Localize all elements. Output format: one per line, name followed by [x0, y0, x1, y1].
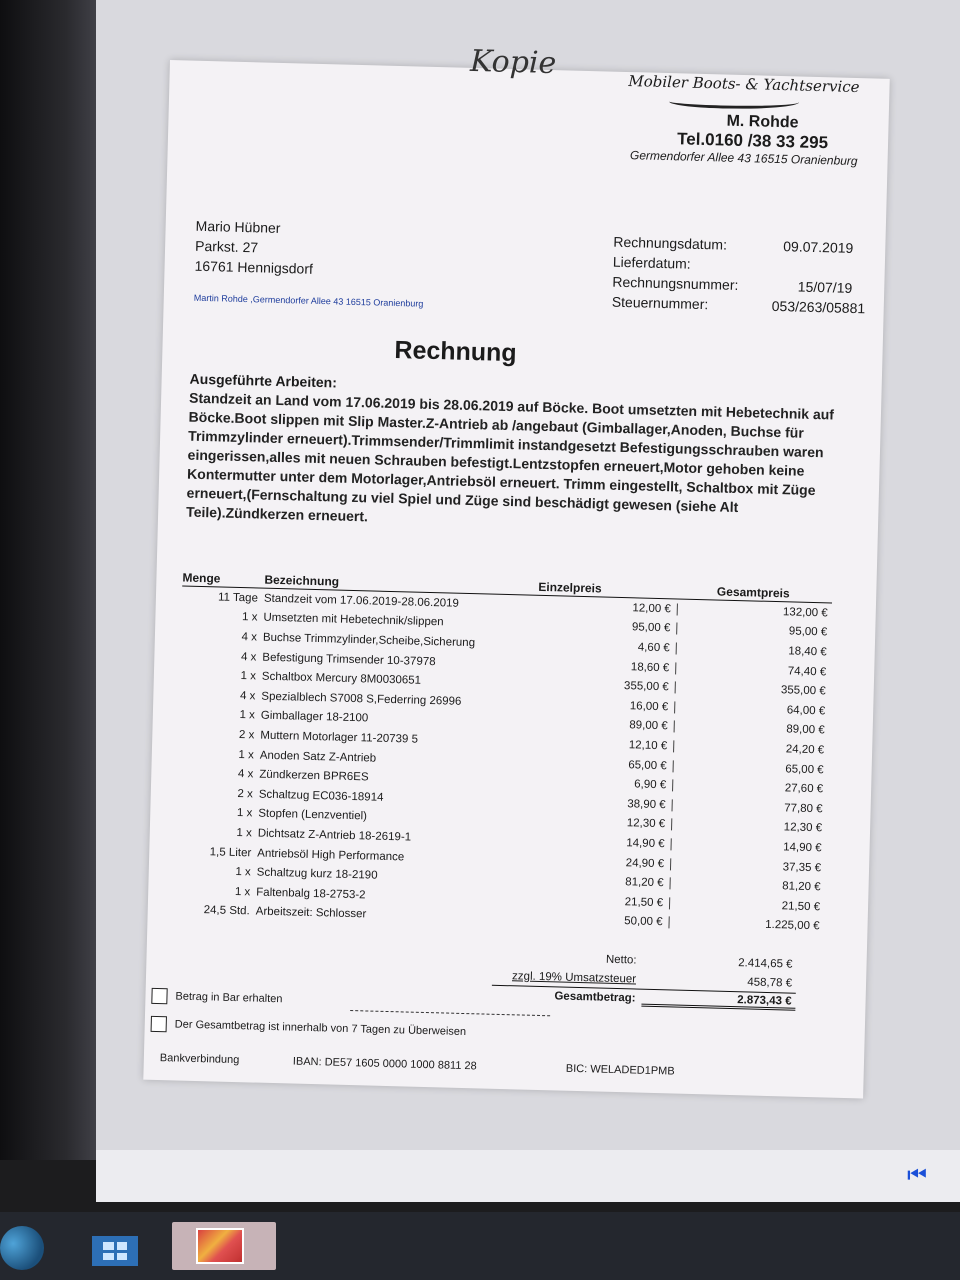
row-qty: 1 x	[236, 826, 252, 840]
recipient-street: Parkst. 27	[194, 237, 259, 256]
row-unit-price: 81,20 €	[521, 874, 671, 890]
line-items-table	[174, 571, 833, 937]
row-unit-price: 4,60 €	[527, 639, 677, 655]
delivery-date-value	[773, 256, 853, 278]
cash-received-checkbox[interactable]	[151, 988, 167, 1004]
row-total-price: 24,20 €	[785, 743, 825, 757]
first-page-icon[interactable]: ⏮	[907, 1162, 927, 1187]
row-total-price: 37,35 €	[782, 860, 822, 874]
boat-logo-icon	[669, 93, 799, 110]
invoice-number-label: Rechnungsnummer:	[612, 273, 739, 293]
row-qty: 1 x	[240, 670, 257, 683]
invoice-summary	[491, 947, 796, 1012]
row-qty: 1 x	[239, 709, 256, 722]
row-unit-price: 355,00 €	[526, 678, 676, 694]
signature-line	[350, 1010, 550, 1016]
cash-received-row	[161, 990, 282, 1005]
row-unit-price: 24,90 €	[521, 854, 671, 870]
bank-details	[160, 1052, 760, 1080]
invoice-date-value: 09.07.2019	[783, 238, 854, 256]
recipient-name: Mario Hübner	[195, 217, 281, 236]
row-unit-price: 38,90 €	[523, 795, 673, 811]
row-total-price: 27,60 €	[784, 782, 824, 796]
row-desc: Spezialblech S7008 S,Federring 26996	[261, 690, 462, 708]
row-total-price: 89,00 €	[786, 723, 825, 737]
row-total-price: 355,00 €	[780, 684, 826, 698]
row-unit-price: 50,00 €	[519, 913, 669, 929]
taskbar	[0, 1212, 960, 1280]
row-desc: Zündkerzen BPR6ES	[259, 768, 369, 784]
row-desc: Dichtsatz Z-Antrieb 18-2619-1	[257, 827, 412, 844]
row-unit-price: 89,00 €	[525, 717, 675, 733]
row-total-price: 21,50 €	[781, 900, 821, 914]
row-qty: 1,5 Liter	[209, 845, 252, 859]
recipient-address	[194, 216, 314, 279]
company-owner: M. Rohde	[726, 112, 799, 132]
header-desc: Bezeichnung	[264, 572, 340, 589]
vat-label: zzgl. 19% Umsatzsteuer	[511, 969, 637, 986]
row-desc: Schaltbox Mercury 8M0030651	[261, 670, 422, 687]
row-desc: Faltenbalg 18-2753-2	[256, 886, 366, 902]
row-qty: 1 x	[241, 611, 258, 624]
monitor-bezel	[0, 0, 110, 1160]
row-total-price: 64,00 €	[786, 704, 826, 718]
row-qty: 1 x	[238, 748, 254, 761]
row-unit-price: 21,50 €	[520, 893, 670, 909]
header-qty: Menge	[182, 570, 221, 586]
row-total-price: 81,20 €	[782, 880, 821, 894]
company-address: Germendorfer Allee 43 16515 Oranienburg	[629, 148, 858, 169]
invoice-date-label: Rechnungsdatum:	[613, 233, 728, 253]
bic-value: BIC: WELADED1PMB	[565, 1062, 675, 1078]
row-desc: Buchse Trimmzylinder,Scheibe,Sicherung	[262, 631, 476, 650]
row-unit-price: 14,90 €	[522, 834, 672, 850]
invoice-page	[143, 43, 889, 1098]
row-qty: 1 x	[235, 866, 251, 879]
row-unit-price: 6,90 €	[523, 776, 673, 792]
transfer-checkbox[interactable]	[151, 1016, 167, 1032]
total-label: Gesamtbetrag:	[554, 990, 636, 1005]
cash-received-label: Betrag in Bar erhalten	[175, 990, 283, 1006]
row-qty: 2 x	[237, 787, 253, 801]
viewer-toolbar	[96, 1150, 960, 1202]
row-qty: 4 x	[241, 631, 258, 644]
invoice-number-value: 15/07/19	[797, 278, 853, 296]
invoice-meta	[611, 232, 866, 318]
company-name: Mobiler Boots- & Yachtservice	[628, 72, 860, 97]
row-qty: 2 x	[238, 728, 255, 742]
net-label: Netto:	[605, 953, 637, 967]
sender-line: Martin Rohde ,Germendorfer Allee 43 16515 Oranienburg	[193, 292, 424, 309]
row-total-price: 1.225,00 €	[765, 919, 820, 933]
row-total-price: 95,00 €	[788, 625, 828, 639]
row-qty: 1 x	[236, 807, 253, 820]
table-body	[174, 587, 832, 937]
row-unit-price: 16,00 €	[525, 697, 675, 713]
row-unit-price: 12,10 €	[524, 736, 674, 752]
row-qty: 4 x	[240, 650, 257, 664]
row-total-price: 14,90 €	[783, 841, 822, 855]
page-title: Rechnung	[394, 335, 518, 368]
row-qty: 1 x	[234, 885, 251, 899]
row-desc: Befestigung Trimsender 10-37978	[262, 651, 436, 668]
row-desc: Anoden Satz Z-Antrieb	[259, 749, 377, 765]
delivery-date-label: Lieferdatum:	[612, 253, 691, 272]
taskbar-swirl-icon[interactable]	[0, 1226, 44, 1270]
row-total-price: 74,40 €	[787, 664, 827, 678]
row-desc: Antriebsöl High Performance	[257, 847, 405, 863]
iban-value: IBAN: DE57 1605 0000 1000 8811 28	[292, 1055, 477, 1073]
row-unit-price: 18,60 €	[526, 658, 676, 674]
row-desc: Muttern Motorlager 11-20739 5	[260, 729, 419, 746]
row-desc: Arbeitszeit: Schlosser	[255, 905, 367, 921]
pdf-app-icon[interactable]	[196, 1228, 244, 1264]
net-value: 2.414,65 €	[738, 956, 793, 971]
company-phone: Tel.0160 /38 33 295	[676, 129, 829, 153]
row-desc: Umsetzten mit Hebetechnik/slippen	[263, 612, 444, 629]
row-qty: 4 x	[237, 768, 254, 781]
company-letterhead	[626, 72, 860, 168]
row-desc: Gimballager 18-2100	[260, 709, 369, 725]
row-desc: Schaltzug kurz 18-2190	[256, 866, 378, 882]
row-total-price: 132,00 €	[782, 606, 828, 620]
total-value: 2.873,43 €	[641, 991, 795, 1010]
row-qty: 11 Tage	[217, 591, 259, 605]
row-unit-price: 65,00 €	[524, 756, 674, 772]
work-heading: Ausgeführte Arbeiten:	[189, 370, 338, 391]
transfer-row	[161, 1018, 467, 1038]
row-total-price: 77,80 €	[784, 802, 823, 816]
row-total-price: 65,00 €	[785, 762, 824, 776]
header-total-price: Gesamtpreis	[716, 584, 790, 601]
recipient-city: 16761 Hennigsdorf	[194, 257, 314, 277]
transfer-label: Der Gesamtbetrag ist innerhalb von 7 Tagen zu Überweisen	[174, 1018, 467, 1039]
header-unit-price: Einzelpreis	[538, 579, 602, 596]
tax-number-value: 053/263/05881	[771, 297, 866, 317]
row-unit-price: 95,00 €	[527, 619, 677, 635]
row-desc: Schaltzug EC036-18914	[258, 788, 384, 804]
row-unit-price: 12,00 €	[528, 599, 678, 615]
start-button[interactable]	[92, 1236, 138, 1266]
kopie-stamp: Kopie	[469, 43, 557, 82]
row-qty: 24,5 Std.	[203, 904, 250, 918]
vat-value: 458,78 €	[747, 975, 793, 990]
tax-number-label: Steuernummer:	[611, 293, 709, 313]
row-total-price: 12,30 €	[783, 821, 823, 835]
bank-label: Bankverbindung	[159, 1052, 240, 1067]
row-total-price: 18,40 €	[788, 645, 827, 659]
row-unit-price: 12,30 €	[522, 815, 672, 831]
row-desc: Stopfen (Lenzventiel)	[258, 807, 368, 823]
work-description: Standzeit an Land vom 17.06.2019 bis 28.06.2019 auf Böcke. Boot umsetzten mit Hebetechnik auf Böcke.Boot slippen mit Slip Master.Z-Antrieb ab /angebaut (Gimballager,Anoden, Buchse für Trimmzylinder erneuert).Trimmsender/Trimmlimit instandgesetzt Befestigungsschrauben waren eingerissen,alles mit neuen Schrauben befestigt.Lentzstopfen erneuert,Motor gehoben keine Kontermutter unter dem Motorlager,Antriebsöl erneuert. Trimm eingestellt, Schaltbox mit Züge erneuert,(Fernschaltung zu viel Spiel und Züge sind beschädigt gewesen (siehe Alt Teile).Zündkerzen erneuert.	[185, 389, 835, 525]
row-qty: 4 x	[239, 689, 256, 703]
row-desc: Standzeit vom 17.06.2019-28.06.2019	[263, 592, 460, 610]
